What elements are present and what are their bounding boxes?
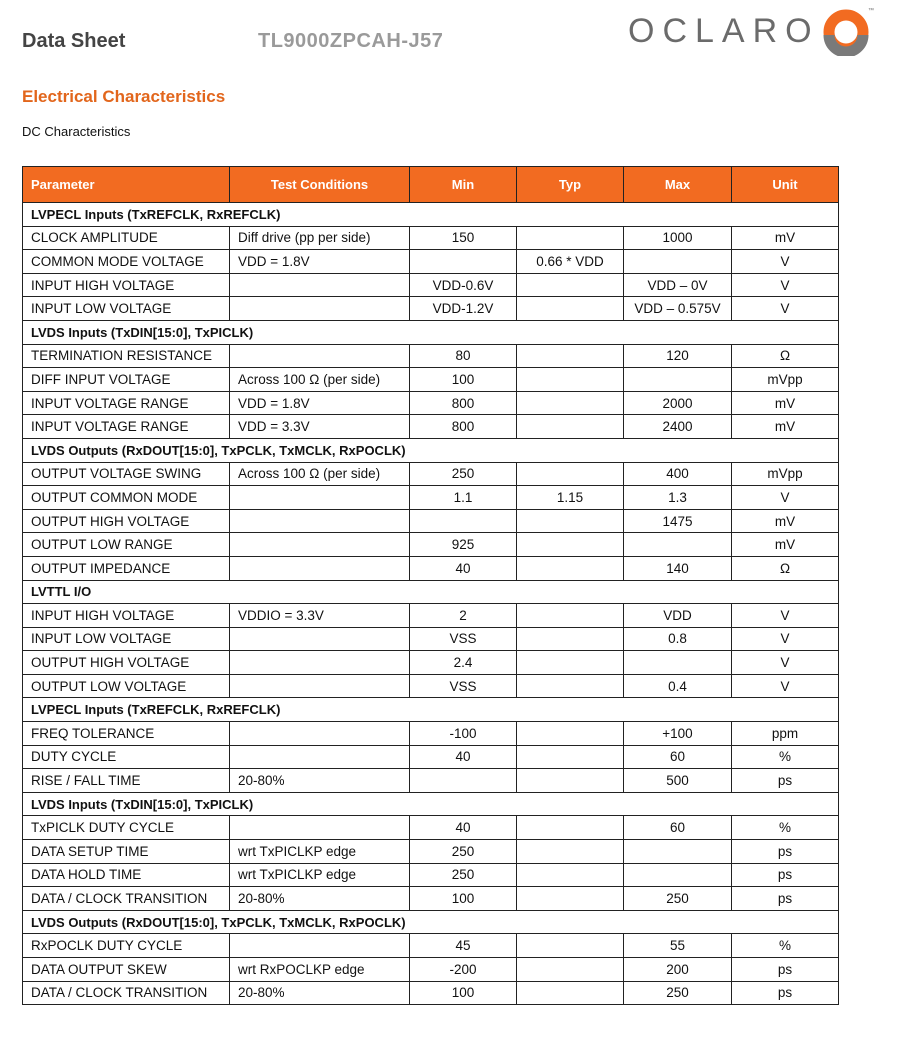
cell-parameter: OUTPUT IMPEDANCE	[23, 556, 230, 580]
cell-max: 250	[624, 887, 732, 911]
cell-max: 1.3	[624, 486, 732, 510]
cell-parameter: FREQ TOLERANCE	[23, 722, 230, 746]
cell-parameter: RISE / FALL TIME	[23, 769, 230, 793]
cell-unit: V	[732, 674, 839, 698]
cell-parameter: OUTPUT HIGH VOLTAGE	[23, 651, 230, 675]
cell-unit: V	[732, 486, 839, 510]
cell-test-conditions	[230, 297, 410, 321]
cell-parameter: OUTPUT LOW VOLTAGE	[23, 674, 230, 698]
table-row	[23, 722, 839, 746]
dc-characteristics-table	[22, 166, 839, 1005]
cell-min	[410, 509, 517, 533]
cell-max: 2400	[624, 415, 732, 439]
table-row	[23, 250, 839, 274]
table-row	[23, 840, 839, 864]
cell-min: 40	[410, 816, 517, 840]
table-row	[23, 415, 839, 439]
cell-max: 140	[624, 556, 732, 580]
cell-test-conditions: wrt TxPICLKP edge	[230, 840, 410, 864]
cell-parameter: DATA HOLD TIME	[23, 863, 230, 887]
ring-logo-icon	[822, 8, 870, 56]
cell-unit: mV	[732, 533, 839, 557]
cell-typ	[517, 674, 624, 698]
cell-unit: ps	[732, 769, 839, 793]
cell-parameter: COMMON MODE VOLTAGE	[23, 250, 230, 274]
cell-parameter: INPUT VOLTAGE RANGE	[23, 415, 230, 439]
section-title: Electrical Characteristics	[22, 87, 226, 106]
cell-max	[624, 250, 732, 274]
cell-parameter: INPUT LOW VOLTAGE	[23, 627, 230, 651]
cell-min: 150	[410, 226, 517, 250]
cell-unit: mV	[732, 509, 839, 533]
cell-max	[624, 863, 732, 887]
cell-max	[624, 368, 732, 392]
table-body	[23, 203, 839, 1005]
cell-typ	[517, 887, 624, 911]
cell-max: 0.4	[624, 674, 732, 698]
cell-typ	[517, 627, 624, 651]
group-header-row	[23, 910, 839, 934]
cell-unit: ps	[732, 863, 839, 887]
cell-max: 200	[624, 958, 732, 982]
cell-unit: %	[732, 816, 839, 840]
group-title: LVPECL Inputs (TxREFCLK, RxREFCLK)	[23, 698, 839, 722]
cell-max: 60	[624, 745, 732, 769]
table-header	[23, 167, 839, 203]
subsection-title: DC Characteristics	[22, 124, 131, 139]
cell-min: 800	[410, 391, 517, 415]
cell-typ	[517, 863, 624, 887]
cell-parameter: INPUT VOLTAGE RANGE	[23, 391, 230, 415]
cell-typ	[517, 509, 624, 533]
cell-max	[624, 651, 732, 675]
cell-typ	[517, 391, 624, 415]
col-header-max: Max	[624, 167, 732, 203]
group-header-row	[23, 792, 839, 816]
cell-min: 100	[410, 368, 517, 392]
cell-max: +100	[624, 722, 732, 746]
group-title: LVDS Inputs (TxDIN[15:0], TxPICLK)	[23, 792, 839, 816]
cell-max	[624, 533, 732, 557]
cell-unit: ps	[732, 887, 839, 911]
cell-max	[624, 840, 732, 864]
cell-test-conditions: Across 100 Ω (per side)	[230, 368, 410, 392]
cell-unit: %	[732, 934, 839, 958]
col-header-parameter: Parameter	[23, 167, 230, 203]
cell-unit: mV	[732, 415, 839, 439]
cell-max: 500	[624, 769, 732, 793]
group-header-row	[23, 698, 839, 722]
cell-unit: V	[732, 627, 839, 651]
cell-test-conditions: VDD = 1.8V	[230, 391, 410, 415]
cell-parameter: CLOCK AMPLITUDE	[23, 226, 230, 250]
cell-test-conditions: 20-80%	[230, 887, 410, 911]
cell-max: 250	[624, 981, 732, 1005]
table-row	[23, 651, 839, 675]
cell-test-conditions	[230, 556, 410, 580]
table-row	[23, 604, 839, 628]
cell-test-conditions	[230, 722, 410, 746]
cell-parameter: TxPICLK DUTY CYCLE	[23, 816, 230, 840]
table-row	[23, 887, 839, 911]
cell-parameter: DUTY CYCLE	[23, 745, 230, 769]
cell-parameter: INPUT HIGH VOLTAGE	[23, 273, 230, 297]
table-row	[23, 981, 839, 1005]
cell-parameter: OUTPUT LOW RANGE	[23, 533, 230, 557]
cell-test-conditions	[230, 934, 410, 958]
cell-max: 2000	[624, 391, 732, 415]
cell-min	[410, 769, 517, 793]
cell-test-conditions	[230, 745, 410, 769]
cell-max: 1000	[624, 226, 732, 250]
cell-min: 2.4	[410, 651, 517, 675]
cell-test-conditions	[230, 509, 410, 533]
cell-min: 100	[410, 887, 517, 911]
cell-unit: Ω	[732, 556, 839, 580]
cell-unit: V	[732, 297, 839, 321]
cell-test-conditions	[230, 627, 410, 651]
cell-test-conditions: wrt TxPICLKP edge	[230, 863, 410, 887]
cell-unit: mVpp	[732, 368, 839, 392]
group-title: LVPECL Inputs (TxREFCLK, RxREFCLK)	[23, 203, 839, 227]
part-number: TL9000ZPCAH-J57	[258, 30, 444, 52]
cell-max: 400	[624, 462, 732, 486]
page-header	[0, 0, 900, 80]
cell-min: 800	[410, 415, 517, 439]
group-header-row	[23, 580, 839, 604]
logo-text: OCLARO	[628, 12, 820, 50]
group-title: LVTTL I/O	[23, 580, 839, 604]
group-title: LVDS Outputs (RxDOUT[15:0], TxPCLK, TxMCLK, RxPOCLK)	[23, 910, 839, 934]
cell-min: 40	[410, 745, 517, 769]
cell-parameter: OUTPUT COMMON MODE	[23, 486, 230, 510]
doc-title: Data Sheet	[22, 30, 126, 52]
cell-typ	[517, 745, 624, 769]
cell-min: 80	[410, 344, 517, 368]
cell-max: 55	[624, 934, 732, 958]
cell-typ	[517, 816, 624, 840]
cell-min: -200	[410, 958, 517, 982]
table-row	[23, 226, 839, 250]
table-row	[23, 816, 839, 840]
table-row	[23, 934, 839, 958]
cell-min: -100	[410, 722, 517, 746]
cell-typ: 1.15	[517, 486, 624, 510]
cell-min: VSS	[410, 627, 517, 651]
cell-max: VDD – 0.575V	[624, 297, 732, 321]
col-header-min: Min	[410, 167, 517, 203]
cell-test-conditions: Diff drive (pp per side)	[230, 226, 410, 250]
cell-typ	[517, 651, 624, 675]
cell-unit: mVpp	[732, 462, 839, 486]
cell-unit: V	[732, 604, 839, 628]
cell-parameter: DIFF INPUT VOLTAGE	[23, 368, 230, 392]
cell-unit: ppm	[732, 722, 839, 746]
cell-unit: ps	[732, 840, 839, 864]
cell-test-conditions: VDD = 3.3V	[230, 415, 410, 439]
cell-parameter: TERMINATION RESISTANCE	[23, 344, 230, 368]
cell-max: 1475	[624, 509, 732, 533]
cell-max: 0.8	[624, 627, 732, 651]
col-header-test-conditions: Test Conditions	[230, 167, 410, 203]
cell-typ: 0.66 * VDD	[517, 250, 624, 274]
cell-unit: ps	[732, 958, 839, 982]
table-row	[23, 344, 839, 368]
cell-parameter: RxPOCLK DUTY CYCLE	[23, 934, 230, 958]
group-header-row	[23, 438, 839, 462]
cell-min: 100	[410, 981, 517, 1005]
cell-test-conditions	[230, 486, 410, 510]
cell-test-conditions	[230, 816, 410, 840]
cell-typ	[517, 533, 624, 557]
cell-max: VDD	[624, 604, 732, 628]
cell-typ	[517, 934, 624, 958]
table-row	[23, 462, 839, 486]
cell-test-conditions	[230, 344, 410, 368]
cell-typ	[517, 344, 624, 368]
cell-min: 250	[410, 863, 517, 887]
cell-typ	[517, 273, 624, 297]
cell-unit: ps	[732, 981, 839, 1005]
cell-test-conditions: Across 100 Ω (per side)	[230, 462, 410, 486]
cell-typ	[517, 604, 624, 628]
table-row	[23, 674, 839, 698]
cell-typ	[517, 226, 624, 250]
table-row	[23, 533, 839, 557]
cell-parameter: DATA OUTPUT SKEW	[23, 958, 230, 982]
table-row	[23, 509, 839, 533]
cell-typ	[517, 297, 624, 321]
table-row	[23, 769, 839, 793]
cell-test-conditions: wrt RxPOCLKP edge	[230, 958, 410, 982]
header-row	[23, 167, 839, 203]
cell-unit: Ω	[732, 344, 839, 368]
cell-test-conditions: 20-80%	[230, 981, 410, 1005]
cell-unit: V	[732, 250, 839, 274]
cell-min: VDD-0.6V	[410, 273, 517, 297]
cell-min: 250	[410, 462, 517, 486]
cell-typ	[517, 556, 624, 580]
cell-unit: mV	[732, 391, 839, 415]
table-row	[23, 368, 839, 392]
table-row	[23, 391, 839, 415]
cell-unit: V	[732, 273, 839, 297]
cell-min: 45	[410, 934, 517, 958]
cell-min: 1.1	[410, 486, 517, 510]
col-header-typ: Typ	[517, 167, 624, 203]
cell-unit: %	[732, 745, 839, 769]
cell-parameter: OUTPUT HIGH VOLTAGE	[23, 509, 230, 533]
cell-parameter: INPUT LOW VOLTAGE	[23, 297, 230, 321]
table-row	[23, 863, 839, 887]
cell-min: 2	[410, 604, 517, 628]
group-header-row	[23, 320, 839, 344]
cell-min: 250	[410, 840, 517, 864]
group-title: LVDS Inputs (TxDIN[15:0], TxPICLK)	[23, 320, 839, 344]
cell-min: 925	[410, 533, 517, 557]
table-row	[23, 556, 839, 580]
cell-typ	[517, 462, 624, 486]
cell-min: 40	[410, 556, 517, 580]
cell-typ	[517, 840, 624, 864]
cell-test-conditions: 20-80%	[230, 769, 410, 793]
cell-parameter: DATA SETUP TIME	[23, 840, 230, 864]
cell-min: VSS	[410, 674, 517, 698]
cell-typ	[517, 368, 624, 392]
table-row	[23, 958, 839, 982]
group-title: LVDS Outputs (RxDOUT[15:0], TxPCLK, TxMCLK, RxPOCLK)	[23, 438, 839, 462]
table-row	[23, 486, 839, 510]
col-header-unit: Unit	[732, 167, 839, 203]
cell-max: VDD – 0V	[624, 273, 732, 297]
group-header-row	[23, 203, 839, 227]
cell-unit: V	[732, 651, 839, 675]
table-row	[23, 273, 839, 297]
cell-max: 120	[624, 344, 732, 368]
cell-test-conditions: VDD = 1.8V	[230, 250, 410, 274]
cell-test-conditions: VDDIO = 3.3V	[230, 604, 410, 628]
cell-test-conditions	[230, 651, 410, 675]
cell-typ	[517, 958, 624, 982]
cell-max: 60	[624, 816, 732, 840]
cell-min	[410, 250, 517, 274]
cell-typ	[517, 722, 624, 746]
cell-test-conditions	[230, 674, 410, 698]
cell-parameter: OUTPUT VOLTAGE SWING	[23, 462, 230, 486]
brand-logo	[628, 8, 878, 56]
trademark-mark: ™	[868, 8, 874, 14]
cell-parameter: INPUT HIGH VOLTAGE	[23, 604, 230, 628]
cell-test-conditions	[230, 533, 410, 557]
cell-test-conditions	[230, 273, 410, 297]
table-row	[23, 297, 839, 321]
cell-min: VDD-1.2V	[410, 297, 517, 321]
cell-typ	[517, 415, 624, 439]
cell-unit: mV	[732, 226, 839, 250]
cell-typ	[517, 981, 624, 1005]
cell-parameter: DATA / CLOCK TRANSITION	[23, 981, 230, 1005]
table-row	[23, 745, 839, 769]
table-row	[23, 627, 839, 651]
cell-parameter: DATA / CLOCK TRANSITION	[23, 887, 230, 911]
cell-typ	[517, 769, 624, 793]
